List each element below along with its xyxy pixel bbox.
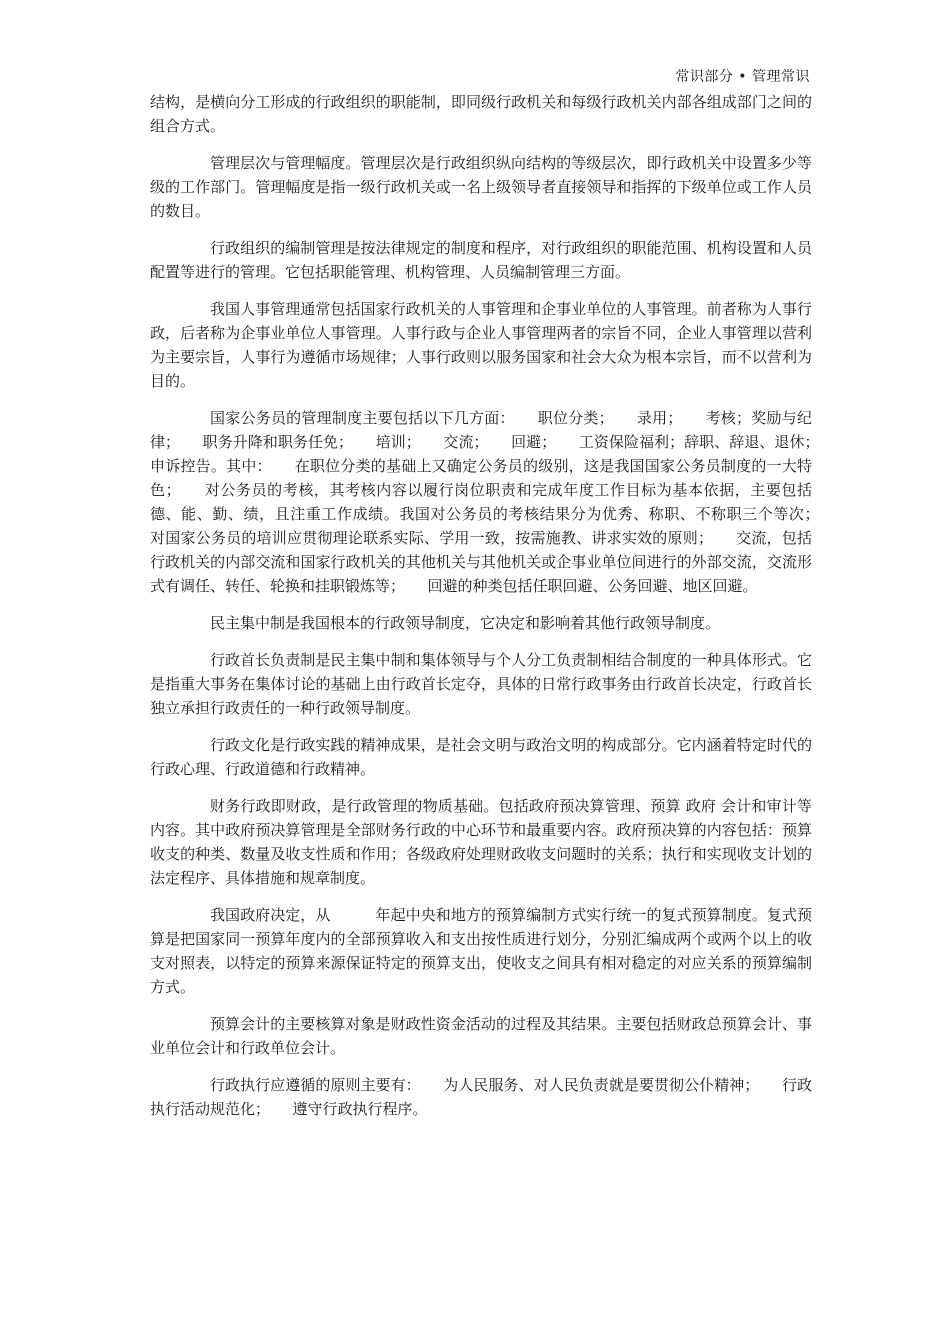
paragraph-chief-responsibility: 行政首长负责制是民主集中制和集体领导与个人分工负责制相结合制度的一种具体形式。它是指重大事务在集体讨论的基础上由行政首长定夺，具体的日常行政事务由行政首长决定，行政首长独立承担行政责任的一种行政领导制度。 xyxy=(150,651,812,717)
paragraph-execution-principles: 行政执行应遵循的原则主要有： 为人民服务、对人民负责就是要贯彻公仆精神； 行政执行活动规范化； 遵守行政执行程序。 xyxy=(150,1076,812,1118)
paragraph-dual-budget: 我国政府决定，从 年起中央和地方的预算编制方式实行统一的复式预算制度。复式预算是把国家同一预算年度内的全部预算收入和支出按性质进行划分，分别汇编成两个或两个以上的收支对照表，以特定的预算来源保证特定的预算支出，使收支之间具有相对稳定的对应关系的预算编制方式。 xyxy=(150,906,812,996)
paragraph-management-levels: 管理层次与管理幅度。管理层次是行政组织纵向结构的等级层次，即行政机关中设置多少等级的工作部门。管理幅度是指一级行政机关或一名上级领导者直接领导和指挥的下级单位或工作人员的数目。 xyxy=(150,154,812,220)
running-header: 常识部分 • 管理常识 xyxy=(675,69,810,85)
paragraph-staffing-management: 行政组织的编制管理是按法律规定的制度和程序，对行政组织的职能范围、机构设置和人员配置等进行的管理。它包括职能管理、机构管理、人员编制管理三方面。 xyxy=(150,239,812,281)
document-body xyxy=(150,90,843,1134)
paragraph-budget-accounting: 预算会计的主要核算对象是财政性资金活动的过程及其结果。主要包括财政总预算会计、事业单位会计和行政单位会计。 xyxy=(150,1015,812,1057)
paragraph-civil-servant-system: 国家公务员的管理制度主要包括以下几方面： 职位分类； 录用； 考核；奖励与纪律； 职务升降和职务任免； 培训； 交流； 回避； 工资保险福利；辞职、辞退、退休； 申诉控告。其中： 在职位分类的基础上又确定公务员的级别，这是我国国家公务员制度的一大特色； 对公务员的考核，其考核内容以履行岗位职责和完成年度工作目标为基本依据，主要包括德、能、勤、绩，且注重工作成绩。我国对公务员的考核结果分为优秀、称职、不称职三个等次； 对国家公务员的培训应贯彻理论联系实际、学用一致，按需施教、讲求实效的原则； 交流，包括行政机关的内部交流和国家行政机关的其他机关与其他机关或企事业单位间进行的外部交流，交流形式有调任、转任、轮换和挂职锻炼等； 回避的种类包括任职回避、公务回避、地区回避。 xyxy=(150,409,843,595)
paragraph-administrative-culture: 行政文化是行政实践的精神成果，是社会文明与政治文明的构成部分。它内涵着特定时代的行政心理、行政道德和行政精神。 xyxy=(150,736,812,778)
paragraph-democratic-centralism: 民主集中制是我国根本的行政领导制度，它决定和影响着其他行政领导制度。 xyxy=(210,614,721,632)
paragraph-org-structure: 结构，是横向分工形成的行政组织的职能制，即同级行政机关和每级行政机关内部各组成部门之间的组合方式。 xyxy=(150,93,812,135)
paragraph-personnel-management: 我国人事管理通常包括国家行政机关的人事管理和企事业单位的人事管理。前者称为人事行政，后者称为企事业单位人事管理。人事行政与企业人事管理两者的宗旨不同，企业人事管理以营利为主要宗旨，人事行为遵循市场规律；人事行政则以服务国家和社会大众为根本宗旨，而不以营利为目的。 xyxy=(150,300,812,390)
paragraph-financial-administration: 财务行政即财政，是行政管理的物质基础。包括政府预决算管理、预算 政府 会计和审计等内容。其中政府预决算管理是全部财务行政的中心环节和最重要内容。政府预决算的内容包括：预算收支的种类、数量及收支性质和作用；各级政府处理财政收支问题时的关系；执行和实现收支计划的法定程序、具体措施和规章制度。 xyxy=(150,797,812,887)
